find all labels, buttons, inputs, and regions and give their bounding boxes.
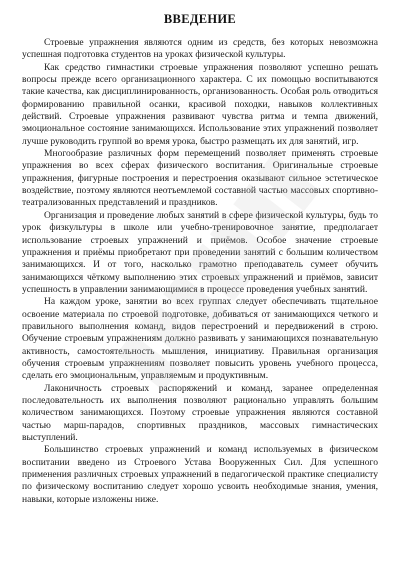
paragraph-7: Большинство строевых упражнений и команд используемых в физическом воспитании введено из Строевого Устава Вооруженных Сил. Для успешного применения различных строевых упражнений в педагогической практике специалисту по физическому воспитанию следует хорошо усвоить необходимые знания, умения, навыки, которые изложены ниже. xyxy=(22,444,378,505)
paragraph-1: Строевые упражнения являются одним из средств, без которых невозможна успешная подготовка студентов на уроках физической культуры. xyxy=(22,37,378,61)
paragraph-6: Лаконичность строевых распоряжений и команд, заранее определенная последовательность их выполнения позволяют рационально управлять большим количеством занимающихся. Поэтому строевые упражнения являются составной частью марш-парадов, спортивных праздников, массовых гимнастических выступлений. xyxy=(22,382,378,443)
page-title: ВВЕДЕНИЕ xyxy=(163,12,237,26)
paragraph-5: На каждом уроке, занятии во всех группах следует обеспечивать тщательное освоение материала по строевой подготовке, добиваться от занимающихся четкого и правильного выполнения команд, видов перестроений и передвижений в строю. Обучение строевым упражнениям должно развивать у занимающихся познавательную активность, самостоятельность мышления, инициативу. Правильная организация обучения строевым упражнениям позволяет повысить уровень учебного процесса, сделать его эмоциональным, управляемым и продуктивным. xyxy=(22,296,378,382)
paragraph-4: Организация и проведение любых занятий в сфере физической культуры, будь то урок физкультуры в школе или учебно-тренировочное занятие, предполагает использование строевых упражнений и приёмов. Особое значение строевые упражнения и приёмы приобретают при проведении занятий с большим количеством занимающихся. И от того, насколько грамотно преподаватель сумеет обучить занимающихся чёткому выполнению этих строевых упражнений и приёмов, зависит успешность в управлении занимающимися в процессе проведения учебных занятий. xyxy=(22,209,378,295)
paragraph-2: Как средство гимнастики строевые упражнения позволяют успешно решать вопросы прежде всего организационного характера. С их помощью воспитываются такие качества, как дисциплинированность, организованность. Особая роль отводиться формированию правильной осанки, красивой походки, навыков коллективных действий. Строевые упражнения развивают чувства ритма и темпа движений, эмоциональное состояние занимающихся. Использование этих упражнений позволяет лучше руководить группой во время урока, быстро размещать их для занятий, игр. xyxy=(22,61,379,147)
paragraph-3: Многообразие различных форм перемещений позволяет применять строевые упражнения во всех сферах физического воспитания. Оригинальные строевые упражнения, фигурные построения и перестроения оказывают сильное эстетическое воздействие, поэтому являются неотъемлемой составной частью массовых спортивно-театрализованных представлений и праздников. xyxy=(22,148,378,209)
